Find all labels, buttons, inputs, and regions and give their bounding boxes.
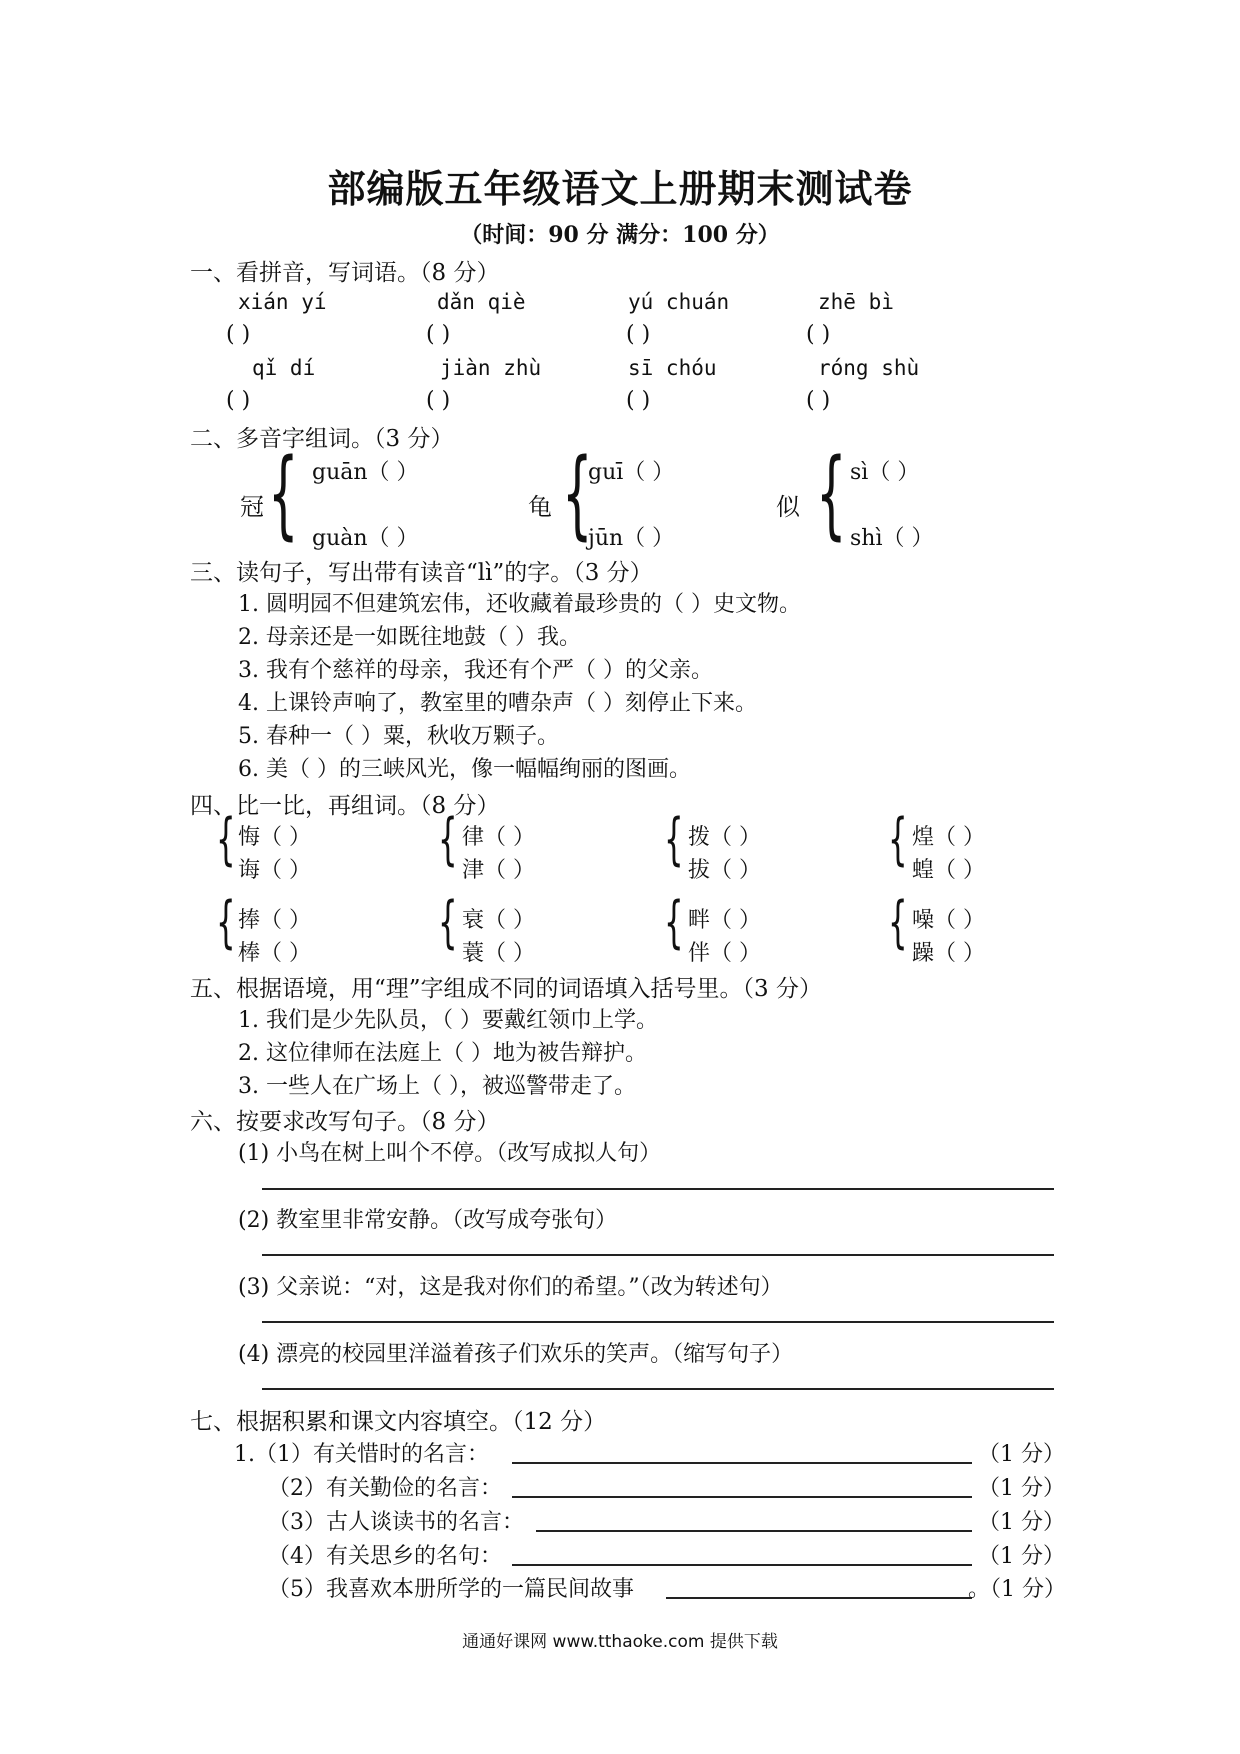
section-2-heading: 二、多音字组词。（3 分） — [190, 426, 454, 452]
answer-paren[interactable]: ( ) — [626, 322, 651, 347]
pinyin-4: zhē bì — [818, 290, 894, 314]
answer-paren[interactable]: ( ) — [806, 322, 831, 347]
answer-line[interactable] — [666, 1597, 972, 1599]
fill-prompt: （2）有关勤俭的名言： — [268, 1476, 502, 1501]
rewrite-prompt: (3) 父亲说：“对，这是我对你们的希望。”（改为转述句） — [238, 1275, 783, 1300]
score-label: （1 分） — [978, 1476, 1065, 1501]
pinyin-1: xián yí — [238, 290, 327, 314]
compare-word[interactable]: 蝗（ ） — [912, 858, 985, 883]
rewrite-prompt: (1) 小鸟在树上叫个不停。（改写成拟人句） — [238, 1141, 662, 1166]
answer-line[interactable] — [512, 1496, 972, 1498]
brace-icon: { — [664, 890, 684, 955]
compare-word[interactable]: 津（ ） — [462, 858, 535, 883]
polyphone-reading[interactable]: jūn（ ） — [588, 526, 675, 551]
brace-icon: { — [268, 438, 299, 550]
compare-word[interactable]: 衰（ ） — [462, 908, 535, 933]
compare-word[interactable]: 捧（ ） — [238, 908, 311, 933]
answer-paren[interactable]: ( ) — [226, 322, 251, 347]
section-7-heading: 七、根据积累和课文内容填空。（12 分） — [190, 1409, 607, 1435]
brace-icon: { — [562, 438, 593, 550]
list-item: 3. 一些人在广场上（ ），被巡警带走了。 — [238, 1074, 636, 1099]
answer-line[interactable] — [262, 1254, 1054, 1256]
polyphone-reading[interactable]: guàn（ ） — [312, 526, 419, 551]
polyphone-reading[interactable]: guī（ ） — [588, 460, 675, 485]
pinyin-2: dǎn qiè — [437, 290, 526, 314]
rewrite-prompt: (2) 教室里非常安静。（改写成夸张句） — [238, 1208, 618, 1233]
polyphone-char: 龟 — [528, 493, 552, 521]
pinyin-7: sī chóu — [628, 356, 717, 380]
brace-icon: { — [816, 438, 847, 550]
brace-icon: { — [438, 890, 458, 955]
section-4-heading: 四、比一比，再组词。（8 分） — [190, 793, 500, 819]
answer-line[interactable] — [512, 1462, 972, 1464]
score-label: （1 分） — [978, 1510, 1065, 1535]
fill-prompt: （4）有关思乡的名句： — [268, 1544, 502, 1569]
rewrite-prompt: (4) 漂亮的校园里洋溢着孩子们欢乐的笑声。（缩写句子） — [238, 1342, 794, 1367]
list-item: 6. 美（ ）的三峡风光，像一幅幅绚丽的图画。 — [238, 757, 691, 782]
answer-paren[interactable]: ( ) — [426, 388, 451, 413]
list-item: 3. 我有个慈祥的母亲，我还有个严（ ）的父亲。 — [238, 658, 713, 683]
polyphone-reading[interactable]: guān（ ） — [312, 460, 419, 485]
answer-paren[interactable]: ( ) — [226, 388, 251, 413]
section-3-heading: 三、读句子，写出带有读音“lì”的字。（3 分） — [190, 560, 653, 586]
list-item: 5. 春种一（ ）粟，秋收万颗子。 — [238, 724, 559, 749]
list-item: 4. 上课铃声响了，教室里的嘈杂声（ ）刻停止下来。 — [238, 691, 757, 716]
polyphone-char: 似 — [776, 493, 800, 521]
list-item: 2. 母亲还是一如既往地鼓（ ）我。 — [238, 625, 581, 650]
compare-word[interactable]: 拨（ ） — [688, 825, 761, 850]
pinyin-8: róng shù — [818, 356, 920, 380]
compare-word[interactable]: 律（ ） — [462, 825, 535, 850]
fill-prompt: 1.（1）有关惜时的名言： — [234, 1442, 489, 1467]
answer-line[interactable] — [536, 1530, 972, 1532]
answer-paren[interactable]: ( ) — [426, 322, 451, 347]
compare-word[interactable]: 悔（ ） — [238, 825, 311, 850]
answer-line[interactable] — [262, 1321, 1054, 1323]
brace-icon: { — [664, 807, 684, 872]
brace-icon: { — [888, 890, 908, 955]
answer-paren[interactable]: ( ) — [626, 388, 651, 413]
compare-word[interactable]: 噪（ ） — [912, 908, 985, 933]
compare-word[interactable]: 诲（ ） — [238, 858, 311, 883]
list-item: 2. 这位律师在法庭上（ ）地为被告辩护。 — [238, 1041, 647, 1066]
section-1-heading: 一、看拼音，写词语。（8 分） — [190, 260, 500, 286]
exam-info: （时间：90 分 满分：100 分） — [460, 222, 780, 248]
answer-line[interactable] — [262, 1188, 1054, 1190]
compare-word[interactable]: 棒（ ） — [238, 941, 311, 966]
polyphone-char: 冠 — [240, 493, 264, 521]
list-item: 1. 圆明园不但建筑宏伟，还收藏着最珍贵的（ ）史文物。 — [238, 592, 801, 617]
footer-credit: 通通好课网 www.tthaoke.com 提供下载 — [462, 1632, 778, 1652]
pinyin-6: jiàn zhù — [440, 356, 542, 380]
list-item: 1. 我们是少先队员，（ ）要戴红领巾上学。 — [238, 1008, 658, 1033]
pinyin-3: yú chuán — [628, 290, 730, 314]
brace-icon: { — [438, 807, 458, 872]
answer-line[interactable] — [262, 1388, 1054, 1390]
answer-paren[interactable]: ( ) — [806, 388, 831, 413]
fill-prompt: （3）古人谈读书的名言： — [268, 1510, 524, 1535]
compare-word[interactable]: 躁（ ） — [912, 941, 985, 966]
compare-word[interactable]: 畔（ ） — [688, 908, 761, 933]
answer-line[interactable] — [512, 1564, 972, 1566]
brace-icon: { — [216, 807, 236, 872]
compare-word[interactable]: 煌（ ） — [912, 825, 985, 850]
score-label: （1 分） — [978, 1544, 1065, 1569]
section-5-heading: 五、根据语境，用“理”字组成不同的词语填入括号里。（3 分） — [190, 976, 822, 1002]
compare-word[interactable]: 伴（ ） — [688, 941, 761, 966]
pinyin-5: qǐ dí — [252, 356, 316, 380]
polyphone-reading[interactable]: shì（ ） — [850, 526, 934, 551]
score-label: 。（1 分） — [968, 1577, 1066, 1602]
page-title: 部编版五年级语文上册期末测试卷 — [327, 166, 913, 211]
section-6-heading: 六、按要求改写句子。（8 分） — [190, 1109, 500, 1135]
compare-word[interactable]: 蓑（ ） — [462, 941, 535, 966]
score-label: （1 分） — [978, 1442, 1065, 1467]
polyphone-reading[interactable]: sì（ ） — [850, 460, 920, 485]
brace-icon: { — [888, 807, 908, 872]
fill-prompt: （5）我喜欢本册所学的一篇民间故事 — [268, 1577, 634, 1602]
brace-icon: { — [216, 890, 236, 955]
compare-word[interactable]: 拔（ ） — [688, 858, 761, 883]
